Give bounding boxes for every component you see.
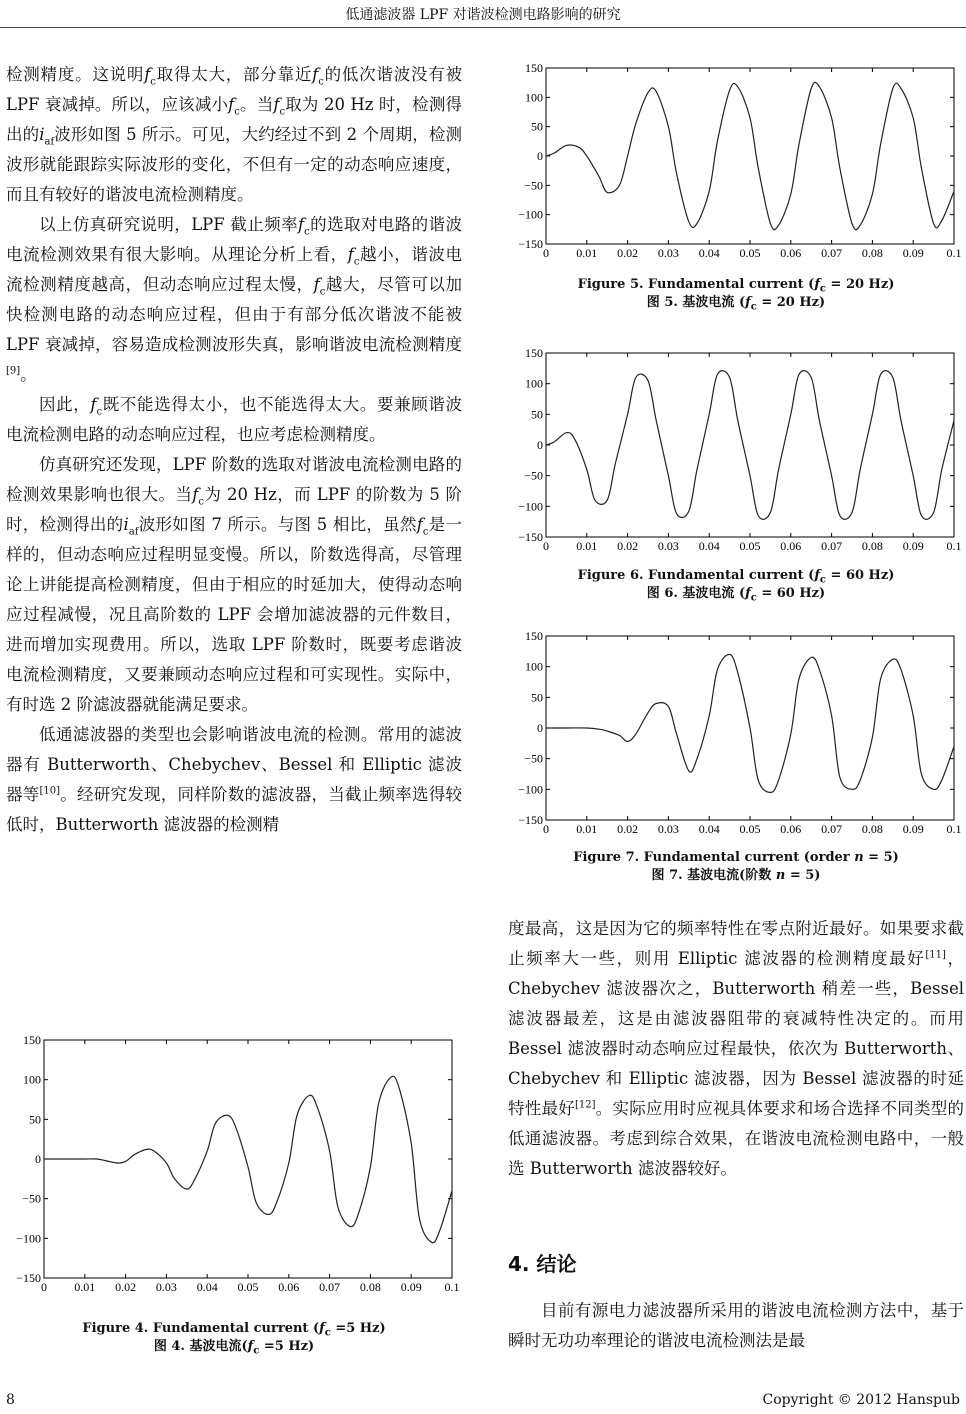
- fig4-ytick-label: 0: [35, 1152, 41, 1166]
- left-paragraph-3: 因此，$f_c$既不能选得太小，也不能选得太大。要兼顾谐波电流检测电路的动态响应过程，也应考虑检测精度。: [6, 395, 463, 444]
- fig4-xtick-label: 0.06: [278, 1280, 300, 1294]
- fig7-xtick-label: 0.06: [780, 822, 802, 836]
- figure-7-chart: [508, 628, 964, 836]
- fig6-xtick-label: 0.04: [698, 539, 720, 553]
- fig7-ytick-label: −50: [524, 751, 543, 766]
- fig6-xtick-label: 0.05: [739, 539, 761, 553]
- fig7-ytick-label: 50: [531, 690, 543, 705]
- fig4-ytick-label: 150: [23, 1033, 41, 1047]
- fig5-xtick-label: 0: [543, 246, 549, 260]
- right-column-conclusion: [508, 1296, 964, 1356]
- figure-6-caption-en: Figure 6. Fundamental current ($f_c = 60$ Hz): [577, 568, 895, 586]
- fig7-ytick-label: 0: [537, 721, 543, 735]
- fig5-xtick-label: 0.09: [902, 246, 924, 260]
- fig7-xtick-label: 0.04: [698, 822, 720, 836]
- fig6-xtick-label: 0.08: [861, 539, 883, 553]
- citation-11[interactable]: [11]: [925, 949, 946, 961]
- fig7-ytick-label: −150: [518, 813, 543, 827]
- left-paragraph-4: 仿真研究还发现，LPF 阶数的选取对谐波电流检测电路的检测效果影响也很大。当$f_c$为 20 Hz，而 LPF 的阶数为 5 阶时，检测得出的$i_{af}$波形如图 7 所示。与图 5 相比，虽然$f_c$是一样的，但动态响应过程明显变慢。所以，阶数选得高，尽管理论上讲能提高检测精度，但由于相应的时延加大，使得动态响应过程减慢，况且高阶数的 LPF 会增加滤波器的元件数目，进而增加实现费用。所以，选取 LPF 阶数时，既要考虑谐波电流检测精度，又要兼顾动态响应过程和可实现性。实际中，有时选 2 阶滤波器就能满足要求。: [6, 455, 463, 714]
- fig6-ytick-label: −100: [518, 499, 543, 514]
- fig4-xtick-label: 0.03: [155, 1280, 177, 1294]
- fig7-xtick-label: 0.08: [861, 822, 883, 836]
- figure-5-caption-en: Figure 5. Fundamental current ($f_c = 20$ Hz): [577, 277, 895, 295]
- left-paragraph-1: 检测精度。这说明$f_c$取得太大，部分靠近$f_c$的低次谐波没有被 LPF 衰减掉。所以，应该减小$f_c$。当$f_c$取为 20 Hz 时，检测得出的$i_{af}$波形如图 5 所示。可见，大约经过不到 2 个周期，检测波形就能跟踪实际波形的变化，不但有一定的动态响应速度，而且有较好的谐波电流检测精度。: [6, 65, 463, 204]
- fig4-plot-frame: [44, 1040, 452, 1278]
- fig5-ytick-label: −150: [518, 237, 543, 251]
- figure-7-plot: [508, 628, 964, 836]
- fig6-xtick-label: 0.07: [821, 539, 843, 553]
- fig7-xtick-label: 0.02: [617, 822, 639, 836]
- fig4-ytick-label: 100: [23, 1072, 41, 1087]
- left-paragraph-5: 低通滤波器的类型也会影响谐波电流的检测。常用的滤波器有 Butterworth、Chebychev、Bessel 和 Elliptic 滤波器等[10]。经研究发现，同样阶数的滤波器，当截止频率选得较低时，Butterworth 滤波器的检测精: [6, 725, 463, 834]
- right-paragraph-2: 目前有源电力滤波器所采用的谐波电流检测方法中，基于瞬时无功功率理论的谐波电流检测法是最: [508, 1301, 964, 1350]
- fig4-xtick-label: 0: [41, 1280, 47, 1294]
- citation-10[interactable]: [10]: [39, 785, 61, 797]
- section-heading-conclusion: 4. 结论: [508, 1252, 577, 1276]
- fig5-xtick-label: 0.08: [861, 246, 883, 260]
- figure-5-caption-zh: 图 5. 基波电流 ($f_c = 20$ Hz): [646, 295, 826, 313]
- fig7-ytick-label: −100: [518, 782, 543, 797]
- right-paragraph-1: 度最高，这是因为它的频率特性在零点附近最好。如果要求截止频率大一些，则用 Elliptic 滤波器的检测精度最好[11]，Chebychev 滤波器次之，Butterworth 稍差一些，Bessel 滤波器最差，这是由滤波器阻带的衰减特性决定的。而用 Bessel 滤波器时动态响应过程最快，依次为 Butterworth、Chebychev 和 Elliptic 滤波器，因为 Bessel 滤波器的时延特性最好[12]。实际应用时应视具体要求和场合选择不同类型的低通滤波器。考虑到综合效果，在谐波电流检测电路中，一般选 Butterworth 滤波器较好。: [508, 919, 965, 1178]
- fig7-series-line-i_af: [546, 654, 954, 792]
- citation-9[interactable]: [9]: [6, 365, 21, 377]
- fig4-xtick-label: 0.07: [319, 1280, 341, 1294]
- header-rule: [0, 27, 966, 28]
- fig6-series-line-i_af: [546, 371, 954, 520]
- fig4-xtick-label: 0.01: [74, 1280, 96, 1294]
- copyright: Copyright © 2012 Hanspub: [762, 1392, 960, 1408]
- running-title: 低通滤波器 LPF 对谐波检测电路影响的研究: [345, 7, 621, 23]
- fig4-xtick-label: 0.02: [115, 1280, 137, 1294]
- fig4-ytick-label: −150: [16, 1271, 41, 1285]
- fig5-xtick-label: 0.02: [617, 246, 639, 260]
- fig5-xtick-label: 0.01: [576, 246, 598, 260]
- fig7-ytick-label: 150: [525, 629, 543, 643]
- fig6-xtick-label: 0.01: [576, 539, 598, 553]
- fig6-xtick-label: 0.1: [946, 539, 962, 553]
- fig5-xtick-label: 0.1: [946, 246, 962, 260]
- figure-4-caption: [6, 1320, 462, 1356]
- fig4-ytick-label: −50: [22, 1191, 41, 1206]
- figure-7-caption-zh: 图 7. 基波电流(阶数 n = 5): [651, 868, 821, 883]
- fig4-xtick-label: 0.1: [444, 1280, 460, 1294]
- fig6-ytick-label: 0: [537, 438, 543, 452]
- fig7-xtick-label: 0.09: [902, 822, 924, 836]
- fig6-xtick-label: 0.06: [780, 539, 802, 553]
- left-column: [6, 60, 462, 840]
- fig5-xtick-label: 0.06: [780, 246, 802, 260]
- fig5-ytick-label: 100: [525, 90, 543, 105]
- figure-4-caption-en: Figure 4. Fundamental current ($f_c =5$ Hz): [82, 1321, 386, 1339]
- fig6-ytick-label: 50: [531, 407, 543, 422]
- fig4-xtick-label: 0.04: [196, 1280, 218, 1294]
- fig5-series-line-i_af: [546, 82, 954, 230]
- fig5-ytick-label: 0: [537, 149, 543, 163]
- fig6-ytick-label: 100: [525, 376, 543, 391]
- figure-6-plot: [508, 345, 964, 553]
- fig6-xtick-label: 0.03: [657, 539, 679, 553]
- fig6-plot-frame: [546, 353, 954, 537]
- figure-6-caption-zh: 图 6. 基波电流 ($f_c = 60$ Hz): [646, 586, 826, 604]
- fig7-xtick-label: 0.05: [739, 822, 761, 836]
- figure-5-plot: [508, 60, 964, 260]
- figure-5-chart: [508, 60, 964, 260]
- fig5-ytick-label: 50: [531, 119, 543, 134]
- fig7-xtick-label: 0.01: [576, 822, 598, 836]
- fig5-xtick-label: 0.05: [739, 246, 761, 260]
- fig5-plot-frame: [546, 68, 954, 244]
- citation-12[interactable]: [12]: [575, 1099, 596, 1111]
- figure-4-caption-zh: 图 4. 基波电流($f_c =5$ Hz): [153, 1339, 315, 1357]
- fig5-ytick-label: 150: [525, 61, 543, 75]
- fig6-ytick-label: −150: [518, 530, 543, 544]
- fig5-xtick-label: 0.03: [657, 246, 679, 260]
- fig7-xtick-label: 0.1: [946, 822, 962, 836]
- fig5-xtick-label: 0.04: [698, 246, 720, 260]
- fig4-xtick-label: 0.05: [237, 1280, 259, 1294]
- figure-6-caption: [508, 567, 964, 603]
- fig6-xtick-label: 0.02: [617, 539, 639, 553]
- fig5-ytick-label: −50: [524, 178, 543, 193]
- figure-5-caption: [508, 276, 964, 312]
- fig6-xtick-label: 0.09: [902, 539, 924, 553]
- fig4-series-line-i_af: [44, 1076, 452, 1242]
- figure-7-caption: [508, 849, 964, 885]
- fig6-xtick-label: 0: [543, 539, 549, 553]
- page-number: 8: [6, 1392, 15, 1408]
- figure-6-chart: [508, 345, 964, 553]
- fig7-xtick-label: 0.07: [821, 822, 843, 836]
- figure-7-caption-en: Figure 7. Fundamental current (order n = 5): [573, 850, 899, 865]
- right-column: [508, 914, 964, 1184]
- fig4-ytick-label: −100: [16, 1231, 41, 1246]
- fig7-xtick-label: 0: [543, 822, 549, 836]
- fig6-ytick-label: −50: [524, 468, 543, 483]
- fig7-ytick-label: 100: [525, 659, 543, 674]
- fig6-ytick-label: 150: [525, 346, 543, 360]
- fig5-ytick-label: −100: [518, 207, 543, 222]
- figure-4-chart: [6, 1032, 462, 1294]
- left-paragraph-2: 以上仿真研究说明，LPF 截止频率$f_c$的选取对电路的谐波电流检测效果有很大影响。从理论分析上看，$f_c$越小，谐波电流检测精度越高，但动态响应过程太慢，$f_c$越大，尽管可以加快检测电路的动态响应过程，但由于有部分低次谐波不能被 LPF 衰减掉，容易造成检测波形失真，影响谐波电流检测精度[9]。: [6, 215, 463, 384]
- fig7-xtick-label: 0.03: [657, 822, 679, 836]
- fig4-ytick-label: 50: [29, 1112, 41, 1127]
- fig4-xtick-label: 0.09: [400, 1280, 422, 1294]
- fig4-xtick-label: 0.08: [359, 1280, 381, 1294]
- figure-4-plot: [6, 1032, 462, 1294]
- fig5-xtick-label: 0.07: [821, 246, 843, 260]
